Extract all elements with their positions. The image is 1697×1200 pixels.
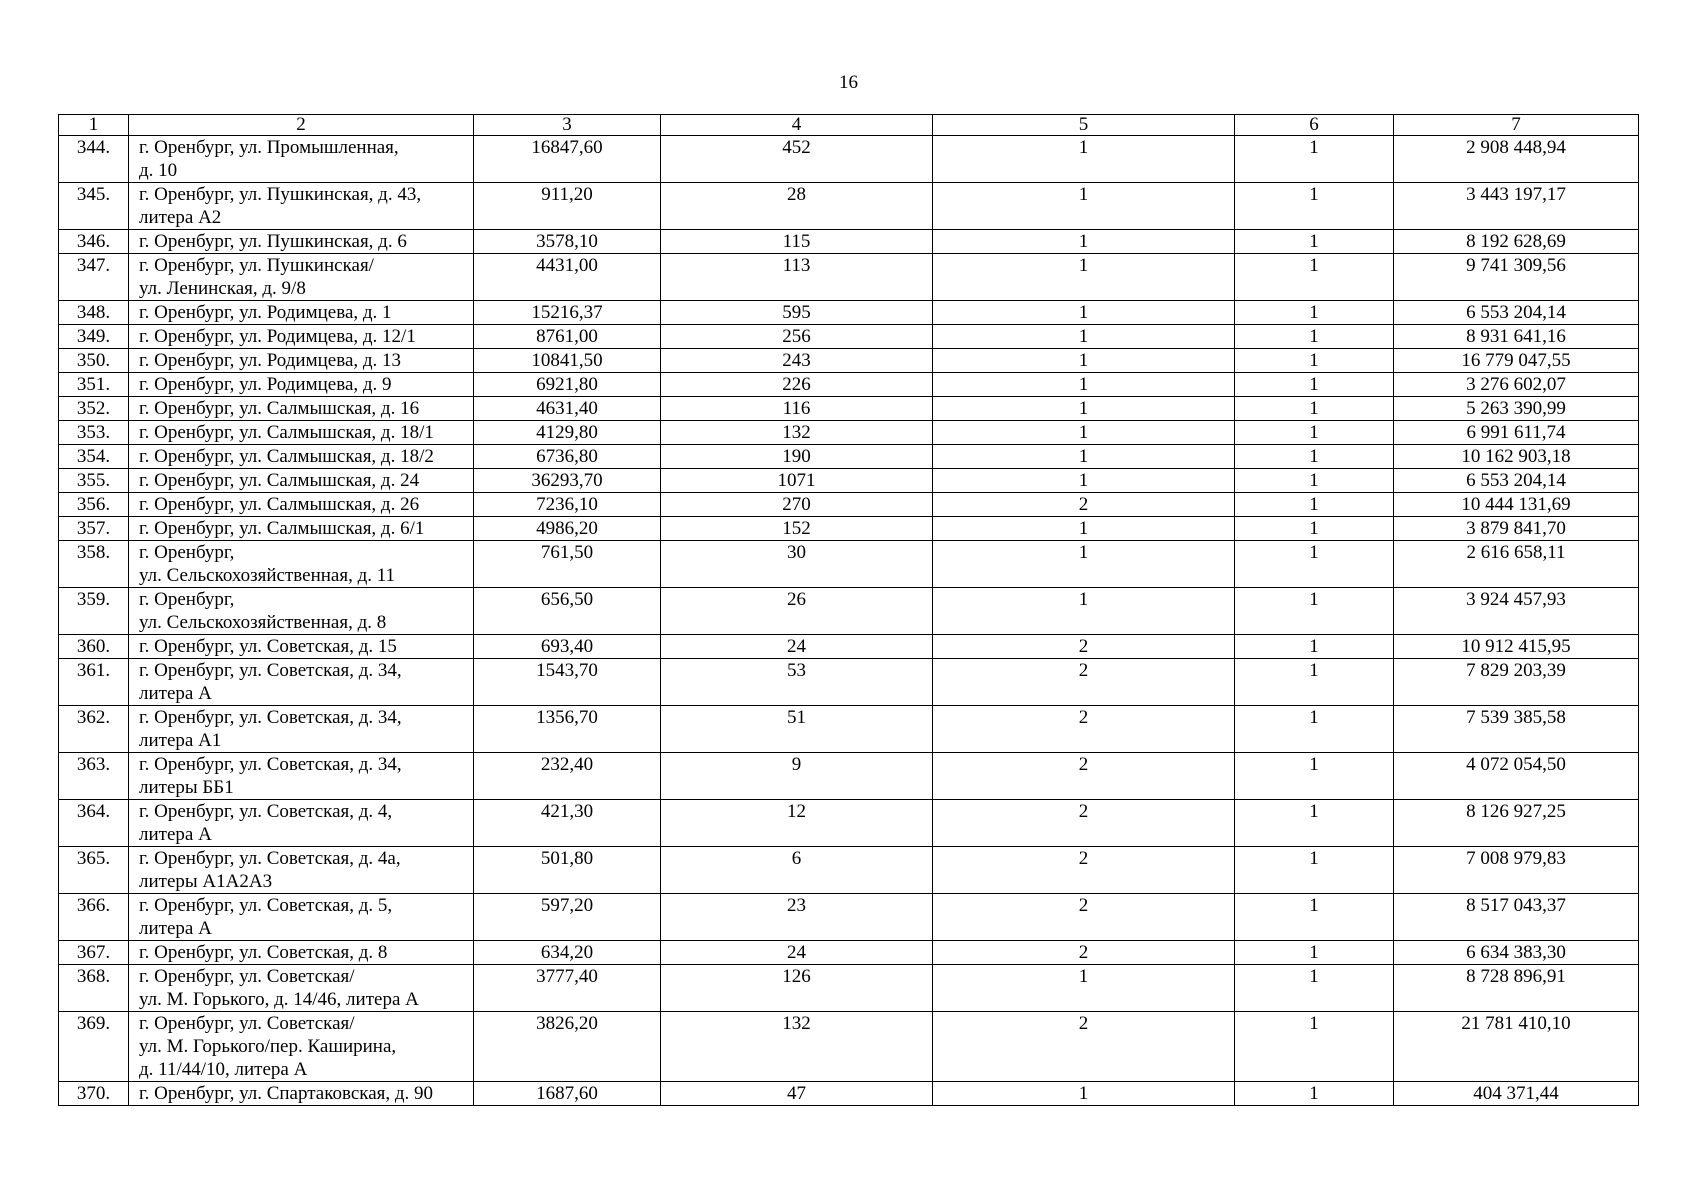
table-row — [59, 706, 1639, 753]
column-5-cell: 1 — [933, 965, 1235, 1012]
table-row — [59, 421, 1639, 445]
address-line: ул. Ленинская, д. 9/8 — [139, 278, 306, 299]
column-5-cell: 1 — [933, 541, 1235, 588]
column-6-cell: 1 — [1235, 753, 1394, 800]
amount-cell: 8 517 043,37 — [1394, 894, 1639, 941]
column-5-cell: 2 — [933, 753, 1235, 800]
amount-cell: 3 879 841,70 — [1394, 517, 1639, 541]
address-cell — [129, 800, 474, 847]
column-number: 1 — [59, 115, 129, 136]
area-cell: 501,80 — [474, 847, 661, 894]
address-line: г. Оренбург, ул. Советская, д. 4а, — [139, 848, 401, 869]
address-cell — [129, 659, 474, 706]
area-cell: 36293,70 — [474, 469, 661, 493]
row-number-cell: 348. — [59, 301, 129, 325]
area-cell: 7236,10 — [474, 493, 661, 517]
address-cell — [129, 1082, 474, 1106]
count-cell: 1071 — [661, 469, 933, 493]
column-6-cell: 1 — [1235, 894, 1394, 941]
count-cell: 51 — [661, 706, 933, 753]
row-number-cell: 359. — [59, 588, 129, 635]
column-5-cell: 2 — [933, 800, 1235, 847]
row-number-cell: 351. — [59, 373, 129, 397]
table-row — [59, 1012, 1639, 1082]
count-cell: 132 — [661, 421, 933, 445]
address-cell — [129, 230, 474, 254]
address-line: г. Оренбург, ул. Промышленная, — [139, 137, 399, 158]
table-row — [59, 1082, 1639, 1106]
amount-cell: 16 779 047,55 — [1394, 349, 1639, 373]
column-number: 4 — [661, 115, 933, 136]
area-cell: 3578,10 — [474, 230, 661, 254]
column-6-cell: 1 — [1235, 183, 1394, 230]
count-cell: 595 — [661, 301, 933, 325]
column-6-cell: 1 — [1235, 397, 1394, 421]
column-5-cell: 2 — [933, 847, 1235, 894]
count-cell: 113 — [661, 254, 933, 301]
column-6-cell: 1 — [1235, 800, 1394, 847]
column-5-cell: 1 — [933, 397, 1235, 421]
address-line: литеры А1А2А3 — [139, 871, 273, 892]
address-line: г. Оренбург, ул. Салмышская, д. 26 — [139, 494, 420, 515]
address-line: литера А1 — [139, 730, 222, 751]
count-cell: 24 — [661, 941, 933, 965]
amount-cell: 6 991 611,74 — [1394, 421, 1639, 445]
count-cell: 53 — [661, 659, 933, 706]
column-6-cell: 1 — [1235, 349, 1394, 373]
column-5-cell: 2 — [933, 493, 1235, 517]
address-line: г. Оренбург, ул. Салмышская, д. 6/1 — [139, 518, 425, 539]
table-row — [59, 373, 1639, 397]
column-6-cell: 1 — [1235, 373, 1394, 397]
column-number: 3 — [474, 115, 661, 136]
table-row — [59, 965, 1639, 1012]
address-cell — [129, 301, 474, 325]
amount-cell: 2 616 658,11 — [1394, 541, 1639, 588]
column-6-cell: 1 — [1235, 965, 1394, 1012]
row-number-cell: 345. — [59, 183, 129, 230]
address-line: г. Оренбург, ул. Салмышская, д. 24 — [139, 470, 420, 491]
column-5-cell: 1 — [933, 517, 1235, 541]
count-cell: 190 — [661, 445, 933, 469]
column-number: 7 — [1394, 115, 1639, 136]
count-cell: 30 — [661, 541, 933, 588]
column-5-cell: 1 — [933, 373, 1235, 397]
row-number-cell: 364. — [59, 800, 129, 847]
column-6-cell: 1 — [1235, 493, 1394, 517]
address-cell — [129, 635, 474, 659]
table-row — [59, 517, 1639, 541]
count-cell: 116 — [661, 397, 933, 421]
address-cell — [129, 469, 474, 493]
row-number-cell: 358. — [59, 541, 129, 588]
area-cell: 634,20 — [474, 941, 661, 965]
column-6-cell: 1 — [1235, 325, 1394, 349]
address-line: г. Оренбург, ул. Советская/ — [139, 966, 355, 987]
address-line: г. Оренбург, ул. Пушкинская/ — [139, 255, 374, 276]
address-line: г. Оренбург, ул. Салмышская, д. 18/1 — [139, 422, 434, 443]
address-line: г. Оренбург, ул. Советская, д. 8 — [139, 942, 388, 963]
column-6-cell: 1 — [1235, 301, 1394, 325]
column-5-cell: 2 — [933, 635, 1235, 659]
row-number-cell: 368. — [59, 965, 129, 1012]
area-cell: 16847,60 — [474, 136, 661, 183]
address-line: ул. Сельскохозяйственная, д. 8 — [139, 612, 387, 633]
amount-cell: 4 072 054,50 — [1394, 753, 1639, 800]
count-cell: 23 — [661, 894, 933, 941]
column-6-cell: 1 — [1235, 541, 1394, 588]
address-line: д. 11/44/10, литера А — [139, 1059, 308, 1080]
address-line: г. Оренбург, ул. Спартаковская, д. 90 — [139, 1083, 434, 1104]
table-row — [59, 469, 1639, 493]
address-line: г. Оренбург, ул. Родимцева, д. 9 — [139, 374, 392, 395]
count-cell: 256 — [661, 325, 933, 349]
row-number-cell: 352. — [59, 397, 129, 421]
address-line: г. Оренбург, ул. Советская, д. 34, — [139, 754, 402, 775]
address-line: г. Оренбург, ул. Советская, д. 15 — [139, 636, 397, 657]
address-cell — [129, 753, 474, 800]
amount-cell: 10 912 415,95 — [1394, 635, 1639, 659]
column-5-cell: 2 — [933, 941, 1235, 965]
column-6-cell: 1 — [1235, 517, 1394, 541]
address-line: г. Оренбург, ул. Пушкинская, д. 43, — [139, 184, 422, 205]
area-cell: 4986,20 — [474, 517, 661, 541]
amount-cell: 2 908 448,94 — [1394, 136, 1639, 183]
column-5-cell: 2 — [933, 1012, 1235, 1082]
address-line: литера А — [139, 683, 212, 704]
column-5-cell: 1 — [933, 469, 1235, 493]
address-line: г. Оренбург, ул. Советская/ — [139, 1013, 355, 1034]
amount-cell: 7 829 203,39 — [1394, 659, 1639, 706]
column-6-cell: 1 — [1235, 469, 1394, 493]
column-5-cell: 2 — [933, 659, 1235, 706]
amount-cell: 3 276 602,07 — [1394, 373, 1639, 397]
address-line: г. Оренбург, ул. Советская, д. 5, — [139, 895, 393, 916]
address-cell — [129, 183, 474, 230]
column-number-row — [59, 115, 1639, 136]
address-cell — [129, 397, 474, 421]
table-row — [59, 753, 1639, 800]
column-6-cell: 1 — [1235, 635, 1394, 659]
count-cell: 47 — [661, 1082, 933, 1106]
address-cell — [129, 941, 474, 965]
amount-cell: 5 263 390,99 — [1394, 397, 1639, 421]
address-cell — [129, 325, 474, 349]
area-cell: 232,40 — [474, 753, 661, 800]
table-row — [59, 493, 1639, 517]
row-number-cell: 363. — [59, 753, 129, 800]
row-number-cell: 365. — [59, 847, 129, 894]
address-line: ул. Сельскохозяйственная, д. 11 — [139, 565, 396, 586]
row-number-cell: 356. — [59, 493, 129, 517]
row-number-cell: 344. — [59, 136, 129, 183]
column-6-cell: 1 — [1235, 1082, 1394, 1106]
address-cell — [129, 421, 474, 445]
address-cell — [129, 706, 474, 753]
address-line: д. 10 — [139, 160, 178, 181]
area-cell: 15216,37 — [474, 301, 661, 325]
table-row — [59, 349, 1639, 373]
address-line: литеры ББ1 — [139, 777, 234, 798]
area-cell: 4631,40 — [474, 397, 661, 421]
amount-cell: 6 634 383,30 — [1394, 941, 1639, 965]
table-row — [59, 659, 1639, 706]
area-cell: 4431,00 — [474, 254, 661, 301]
count-cell: 452 — [661, 136, 933, 183]
address-cell — [129, 1012, 474, 1082]
address-line: литера А2 — [139, 207, 222, 228]
column-5-cell: 1 — [933, 421, 1235, 445]
area-cell: 597,20 — [474, 894, 661, 941]
table-row — [59, 254, 1639, 301]
column-6-cell: 1 — [1235, 588, 1394, 635]
address-line: г. Оренбург, ул. Советская, д. 4, — [139, 801, 393, 822]
area-cell: 1543,70 — [474, 659, 661, 706]
area-cell: 656,50 — [474, 588, 661, 635]
area-cell: 693,40 — [474, 635, 661, 659]
address-line: г. Оренбург, — [139, 589, 235, 610]
address-cell — [129, 965, 474, 1012]
row-number-cell: 367. — [59, 941, 129, 965]
row-number-cell: 346. — [59, 230, 129, 254]
amount-cell: 3 924 457,93 — [1394, 588, 1639, 635]
address-cell — [129, 349, 474, 373]
area-cell: 4129,80 — [474, 421, 661, 445]
amount-cell: 7 539 385,58 — [1394, 706, 1639, 753]
table-row — [59, 445, 1639, 469]
table-row — [59, 894, 1639, 941]
column-5-cell: 1 — [933, 301, 1235, 325]
count-cell: 24 — [661, 635, 933, 659]
count-cell: 9 — [661, 753, 933, 800]
address-line: литера А — [139, 918, 212, 939]
address-line: г. Оренбург, ул. Родимцева, д. 13 — [139, 350, 402, 371]
column-5-cell: 1 — [933, 445, 1235, 469]
column-number: 6 — [1235, 115, 1394, 136]
column-5-cell: 1 — [933, 325, 1235, 349]
column-5-cell: 1 — [933, 230, 1235, 254]
table-row — [59, 941, 1639, 965]
address-cell — [129, 588, 474, 635]
count-cell: 270 — [661, 493, 933, 517]
row-number-cell: 370. — [59, 1082, 129, 1106]
address-line: г. Оренбург, ул. Салмышская, д. 18/2 — [139, 446, 434, 467]
address-line: г. Оренбург, ул. Салмышская, д. 16 — [139, 398, 420, 419]
count-cell: 126 — [661, 965, 933, 1012]
amount-cell: 7 008 979,83 — [1394, 847, 1639, 894]
area-cell: 911,20 — [474, 183, 661, 230]
table-row — [59, 635, 1639, 659]
address-cell — [129, 894, 474, 941]
amount-cell: 10 162 903,18 — [1394, 445, 1639, 469]
row-number-cell: 360. — [59, 635, 129, 659]
address-cell — [129, 254, 474, 301]
row-number-cell: 347. — [59, 254, 129, 301]
address-cell — [129, 493, 474, 517]
table-row — [59, 325, 1639, 349]
column-number: 2 — [129, 115, 474, 136]
amount-cell: 6 553 204,14 — [1394, 469, 1639, 493]
row-number-cell: 355. — [59, 469, 129, 493]
address-line: ул. М. Горького, д. 14/46, литера А — [139, 989, 419, 1010]
address-cell — [129, 136, 474, 183]
address-line: ул. М. Горького/пер. Каширина, — [139, 1036, 397, 1057]
table-row — [59, 183, 1639, 230]
count-cell: 12 — [661, 800, 933, 847]
table-row — [59, 301, 1639, 325]
address-line: г. Оренбург, ул. Родимцева, д. 1 — [139, 302, 392, 323]
address-cell — [129, 445, 474, 469]
row-number-cell: 366. — [59, 894, 129, 941]
amount-cell: 404 371,44 — [1394, 1082, 1639, 1106]
column-6-cell: 1 — [1235, 421, 1394, 445]
table-row — [59, 800, 1639, 847]
count-cell: 132 — [661, 1012, 933, 1082]
area-cell: 6921,80 — [474, 373, 661, 397]
column-6-cell: 1 — [1235, 659, 1394, 706]
column-5-cell: 1 — [933, 136, 1235, 183]
area-cell: 6736,80 — [474, 445, 661, 469]
column-6-cell: 1 — [1235, 254, 1394, 301]
address-cell — [129, 541, 474, 588]
area-cell: 3826,20 — [474, 1012, 661, 1082]
count-cell: 115 — [661, 230, 933, 254]
column-6-cell: 1 — [1235, 1012, 1394, 1082]
table-row — [59, 397, 1639, 421]
table-row — [59, 847, 1639, 894]
row-number-cell: 349. — [59, 325, 129, 349]
row-number-cell: 369. — [59, 1012, 129, 1082]
amount-cell: 21 781 410,10 — [1394, 1012, 1639, 1082]
column-5-cell: 1 — [933, 349, 1235, 373]
address-line: г. Оренбург, ул. Родимцева, д. 12/1 — [139, 326, 416, 347]
amount-cell: 3 443 197,17 — [1394, 183, 1639, 230]
area-cell: 10841,50 — [474, 349, 661, 373]
area-cell: 1356,70 — [474, 706, 661, 753]
column-6-cell: 1 — [1235, 445, 1394, 469]
column-5-cell: 2 — [933, 706, 1235, 753]
area-cell: 3777,40 — [474, 965, 661, 1012]
column-6-cell: 1 — [1235, 847, 1394, 894]
row-number-cell: 350. — [59, 349, 129, 373]
table-row — [59, 136, 1639, 183]
column-6-cell: 1 — [1235, 706, 1394, 753]
amount-cell: 8 728 896,91 — [1394, 965, 1639, 1012]
row-number-cell: 353. — [59, 421, 129, 445]
row-number-cell: 357. — [59, 517, 129, 541]
area-cell: 761,50 — [474, 541, 661, 588]
amount-cell: 8 192 628,69 — [1394, 230, 1639, 254]
column-5-cell: 1 — [933, 1082, 1235, 1106]
address-line: литера А — [139, 824, 212, 845]
column-5-cell: 1 — [933, 588, 1235, 635]
count-cell: 6 — [661, 847, 933, 894]
column-6-cell: 1 — [1235, 136, 1394, 183]
area-cell: 421,30 — [474, 800, 661, 847]
address-cell — [129, 373, 474, 397]
amount-cell: 6 553 204,14 — [1394, 301, 1639, 325]
count-cell: 152 — [661, 517, 933, 541]
table-row — [59, 588, 1639, 635]
row-number-cell: 354. — [59, 445, 129, 469]
count-cell: 243 — [661, 349, 933, 373]
column-number: 5 — [933, 115, 1235, 136]
address-line: г. Оренбург, ул. Советская, д. 34, — [139, 660, 402, 681]
row-number-cell: 361. — [59, 659, 129, 706]
amount-cell: 9 741 309,56 — [1394, 254, 1639, 301]
count-cell: 26 — [661, 588, 933, 635]
address-line: г. Оренбург, ул. Пушкинская, д. 6 — [139, 231, 407, 252]
table-row — [59, 230, 1639, 254]
amount-cell: 10 444 131,69 — [1394, 493, 1639, 517]
count-cell: 28 — [661, 183, 933, 230]
amount-cell: 8 126 927,25 — [1394, 800, 1639, 847]
address-line: г. Оренбург, — [139, 542, 235, 563]
amount-cell: 8 931 641,16 — [1394, 325, 1639, 349]
column-5-cell: 2 — [933, 894, 1235, 941]
count-cell: 226 — [661, 373, 933, 397]
page-number: 16 — [839, 72, 858, 93]
area-cell: 8761,00 — [474, 325, 661, 349]
address-line: г. Оренбург, ул. Советская, д. 34, — [139, 707, 402, 728]
address-cell — [129, 517, 474, 541]
column-6-cell: 1 — [1235, 230, 1394, 254]
address-cell — [129, 847, 474, 894]
registry-table — [58, 114, 1639, 1106]
column-5-cell: 1 — [933, 254, 1235, 301]
column-5-cell: 1 — [933, 183, 1235, 230]
row-number-cell: 362. — [59, 706, 129, 753]
column-6-cell: 1 — [1235, 941, 1394, 965]
area-cell: 1687,60 — [474, 1082, 661, 1106]
table-row — [59, 541, 1639, 588]
